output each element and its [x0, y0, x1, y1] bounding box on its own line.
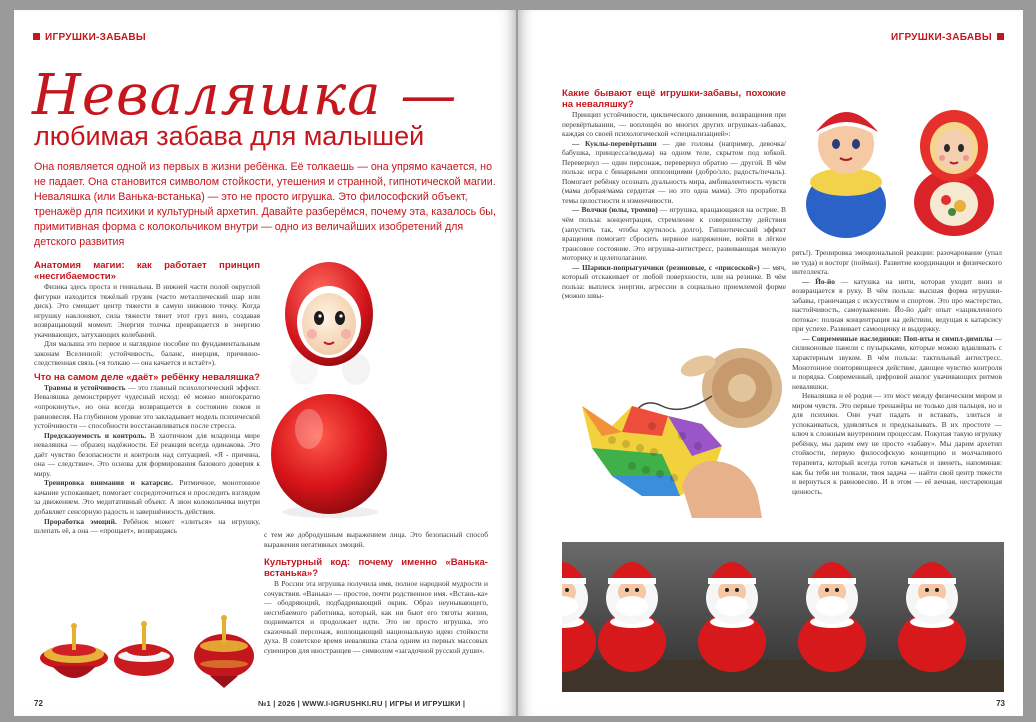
section-heading: Что на самом деле «даёт» ребёнку неваляшка?	[34, 371, 260, 383]
section-heading: Анатомия магии: как работает принцип «несгибаемости»	[34, 260, 260, 282]
paragraph: Травмы и устойчивость — это главный психологический эффект. Неваляшка демонстрирует чудесный исход: её можно многократно «опрокинуть», но она всегда возвращается в состояние покоя и равновесия. На глубинном уровне это закладывает модель психической устойчивости — способности восстанавливаться после стресса.	[34, 382, 260, 431]
far-right-column-text	[792, 248, 1002, 538]
paragraph: Проработка эмоций. Ребёнок может «злиться» на игрушку, шлепать её, а она — «прощает», возвращаясь	[34, 516, 260, 536]
paragraph: Физика здесь проста и гениальна. В нижней части полой округлой фигурки находится тяжёлый грузик (часто металлический шар или диск). Это смещает центр тяжести в самую нижнюю точку. Когда игрушку наклоняют, сила тяжести тянет этот груз вниз, создавая возвращающий момент. Энергия толчка превращается в энергию укачивающих, затухающих колебаний.	[34, 282, 260, 339]
article-subtitle: любимая забава для малышей	[34, 121, 425, 151]
page-number-right: 73	[996, 699, 1005, 708]
paragraph: Предсказуемость и контроль. В хаотичном для младенца мире неваляшка — образец надёжности. Её реакция всегда одинакова. Это даёт чувство безопасности и контроля над ситуацией. «Я - причина, она — следствие». Это основа для формирования базового доверия к миру.	[34, 430, 260, 478]
paragraph: — Современные наследники: Поп-иты и симпл-димплы — силиконовые панели с пузырьками, которые можно вдавливать с характерным звуком. В чём польза: тактильный антистресс. Монотонное повторяющееся действие, дающее чувство контроля и порядка. Современный, цифровой аналог укачивающих ритмов неваляшки.	[792, 333, 1002, 391]
paragraph: — Волчки (юлы, тромпо) — игрушка, вращающаяся на острие. В чём польза: концентрация, стремление к совершенству действия (запустить так, чтобы крутилось долго). Гипнотический эффект вращения помогает сбросить нервное напряжение, войти в лёгкое трансовое состояние. Это игрушка-антистресс, развивающая мелкую моторику и целеполагание.	[562, 205, 786, 263]
section-label-left: ИГРУШКИ-ЗАБАВЫ	[28, 32, 146, 43]
section-heading: Культурный код: почему именно «Ванька-встанька»?	[264, 557, 488, 580]
paragraph: — Шарики-попрыгунчики (резиновые, с «присоской») — мяч, который отскакивает от любой поверхности, или на резинке. В чём польза: выплеск энергии, агрессии в социально приемлемой форме (можно швы-	[562, 262, 786, 301]
paragraph: Для малыша это первое и наглядное пособие по фундаментальным законам Вселенной: устойчивость, баланс, инерция, причинно-следственная связь («я толкаю — она качается и встаёт»).	[34, 339, 260, 368]
paragraph: рять!). Тренировка эмоциональной реакции: разочарование (упал не туда) и восторг (поймал). Развитие координации и физического интеллекта.	[792, 248, 1002, 277]
paragraph: Принцип устойчивости, циклического движения, возвращения при перевёртывании, — воплощён во многих других игрушках-забавах, каждая со своей психологической «специализацией»:	[562, 110, 786, 139]
article-title: Неваляшка —	[32, 63, 458, 128]
paragraph: Неваляшка и её родня — это мост между физическим миром и миром чувств. Это первые тренажёры не только для пальцев, но и для психики. Они учат падать и вставать, злиться и успокаиваться, удивляться и предсказывать. В их простоте — ключ к сложным внутренним процессам. Покупая такую игрушку ребёнку, мы дарим ему не просто «забаву». Мы дарим архетип стойкости, первую философскую концепцию и молчаливого терапевта, который всегда готов качаться и звенеть, напоминая: как бы тебя ни толкали, твоя задача — найти свой центр тяжести и вернуться к равновесию. И в этом — её вечная, нестареющая ценность.	[792, 391, 1002, 496]
red-square-icon	[997, 33, 1004, 40]
paragraph: Тренировка внимания и катарсис. Ритмичное, монотонное качание успокаивает, помогает сосредоточиться и проследить взглядом за движением. Это медитативный объект. А звон колокольчика внутри добавляет сенсорную радость и завершённость действия.	[34, 478, 260, 517]
section-heading: Какие бывают ещё игрушки-забавы, похожие на неваляшку?	[562, 88, 786, 110]
paragraph: В России эта игрушка получила имя, полное народной мудрости и сочувствия. «Ванька» — простое, почти родственное имя. «Встань-ка» — ободряющий, подбадривающий окрик. Образ неунывающего, несгибаемого работника, который, как ни бьют его тяготы жизни, поднимается и продолжает идти. Это не просто игрушка, это сказочный персонаж, воплощающий национальную идею стойкости духа. В советское время неваляшка стала одним из первых массовых сувениров для иностранцев — символом «загадочной русской души».	[264, 579, 488, 655]
page-number-left: 72	[34, 699, 43, 708]
paragraph: — Куклы-перевёртыши — две головы (например, девочка/бабушка, принцесса/ведьма) на одном теле, скрытом под юбкой. Перевернул — один персонаж, перевернул обратно — другой. В чём польза: игра с бинарными оппозициями (добро/зло, радость/печаль). Помогает ребёнку осознать дуальность мира, амбивалентность чувств (мама добрая/мама сердитая — но это одна мама). Это проработка темы целостности и изменчивости.	[562, 138, 786, 205]
right-column-text	[562, 88, 786, 370]
right-page	[518, 10, 1023, 716]
pop-it-and-yoyo-photo	[572, 336, 796, 518]
middle-column-text	[264, 530, 488, 700]
left-page	[14, 10, 516, 716]
footer-line: №1 | 2026 | WWW.I-IGRUSHKI.RU | ИГРЫ И ИГРУШКИ |	[258, 699, 466, 708]
red-square-icon	[33, 33, 40, 40]
left-column-text	[34, 260, 260, 598]
paragraph: с тем же добродушным выражением лица. Это безопасный способ выражения негативных эмоций.	[264, 530, 488, 549]
roly-poly-doll-photo	[264, 254, 394, 524]
lead-paragraph: Она появляется одной из первых в жизни ребёнка. Её толкаешь — она упрямо качается, но не падает. Она становится символом стойкости, утешения и странной, гипнотической магии. Неваляшка (или Ванька-встанька) — это не просто игрушка. Это философский объект, тренажёр для психики и культурный архетип. Давайте разберёмся, почему эта, казалось бы, примитивная форма с колокольчиком внутри — одно из величайших изобретений для детского развития	[34, 161, 496, 248]
paragraph: — Йо-йо — катушка на нити, которая уходит вниз и возвращается в руку. В чём польза: высшая форма игрушки-забавы, граничащая с искусством и спортом. Это про мастерство, настойчивость, самоуважение. Йо-йо даёт опыт «зацикленного потока»: полная концентрация на действии, ведущая к катарсису при успехе. Развивает самооценку и выдержку.	[792, 276, 1002, 334]
santa-roly-poly-photo	[562, 542, 1004, 692]
spinning-tops-photo	[34, 606, 260, 690]
two-dolls-photo	[794, 92, 1008, 242]
section-label-right: ИГРУШКИ-ЗАБАВЫ	[891, 32, 1009, 43]
